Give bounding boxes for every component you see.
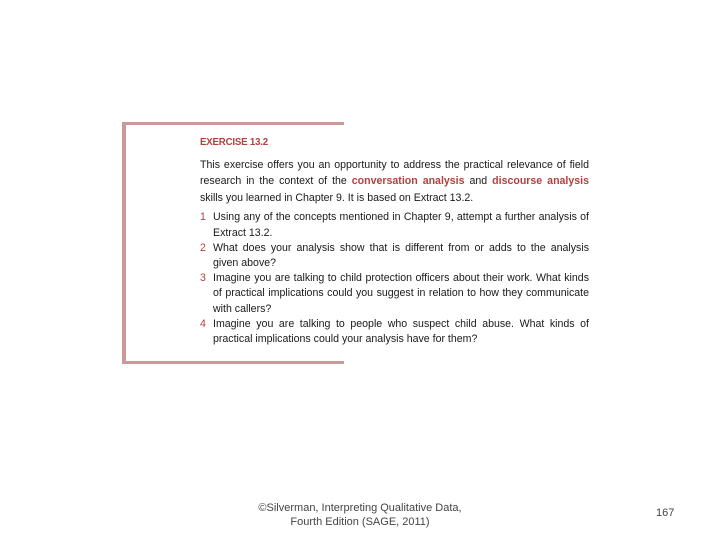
exercise-box <box>200 134 589 347</box>
exercise-frame-left-border <box>122 122 126 364</box>
list-item <box>200 271 589 317</box>
citation-line: ©Silverman, Interpreting Qualitative Data, <box>258 502 462 514</box>
highlight-term: conversation analysis <box>351 175 465 188</box>
page-number: 167 <box>656 507 675 519</box>
exercise-intro <box>200 157 589 207</box>
intro-text: This exercise offers you an opportunity to address the practical relevance of field research in the context of the <box>200 158 589 188</box>
item-number: 1 <box>200 211 206 224</box>
item-number: 3 <box>200 272 206 285</box>
list-item <box>200 241 589 271</box>
intro-text: skills you learned in Chapter 9. It is based on Extract 13.2. <box>200 191 474 204</box>
exercise-frame-bottom-border <box>122 361 344 364</box>
item-text: Using any of the concepts mentioned in Chapter 9, attempt a further analysis of Extract 13.2. <box>213 211 589 239</box>
exercise-title: EXERCISE 13.2 <box>200 136 268 148</box>
highlight-term: discourse analysis <box>492 175 589 188</box>
item-text: What does your analysis show that is different from or adds to the analysis given above? <box>213 241 589 269</box>
list-item <box>200 317 589 347</box>
citation-footer <box>220 501 500 529</box>
item-text: Imagine you are talking to child protection officers about their work. What kinds of practical implications could you suggest in relation to how they communicate with callers? <box>213 272 589 315</box>
item-text: Imagine you are talking to people who suspect child abuse. What kinds of practical implications could your analysis have for them? <box>213 317 589 345</box>
item-number: 4 <box>200 317 206 330</box>
citation-line: Fourth Edition (SAGE, 2011) <box>290 516 430 528</box>
item-number: 2 <box>200 241 206 254</box>
intro-text: and <box>464 175 493 188</box>
list-item <box>200 210 589 240</box>
exercise-frame-top-border <box>122 122 344 125</box>
